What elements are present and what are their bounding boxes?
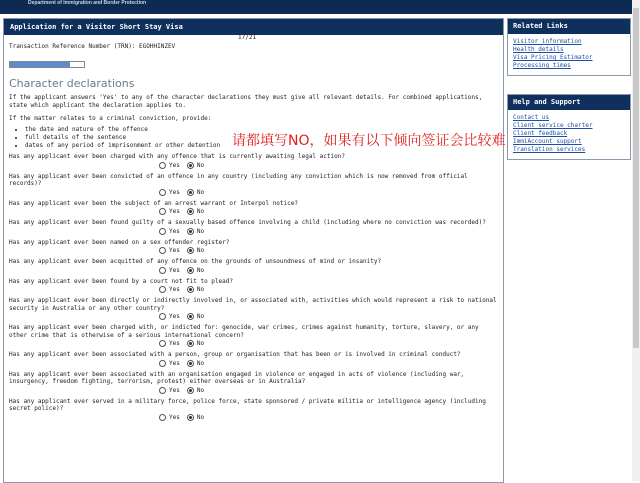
no-label: No	[196, 266, 205, 274]
question-block	[9, 324, 498, 348]
yes-label: Yes	[169, 208, 180, 215]
question-text: Has any applicant ever been found guilty of a sexually based offence involving a child (including where no conviction was recorded)?	[9, 219, 486, 226]
no-radio[interactable]	[187, 228, 194, 235]
question-block	[9, 297, 498, 321]
page-title: Application for a Visitor Short Stay Visa	[4, 19, 503, 35]
progress-fill	[10, 62, 70, 67]
question-block	[9, 398, 498, 422]
help-link[interactable]: Client service charter	[513, 122, 593, 129]
question-text: Has any applicant ever been charged with, or indicted for: genocide, war crimes, crimes against humanity, torture, slavery, or any other crime that is otherwise of a serious international concern?	[9, 324, 479, 339]
related-link[interactable]: Processing times	[513, 62, 571, 69]
no-radio[interactable]	[187, 208, 194, 215]
scrollbar-thumb[interactable]	[633, 8, 639, 348]
progress-bar	[9, 61, 85, 68]
yes-radio[interactable]	[159, 360, 166, 367]
help-link[interactable]: Contact us	[513, 114, 550, 121]
answer-options	[159, 227, 498, 236]
help-support-title: Help and Support	[508, 95, 630, 110]
question-text: Has any applicant ever been named on a sex offender register?	[9, 238, 230, 246]
question-text: Has any applicant ever been found by a court not fit to plead?	[9, 277, 233, 285]
no-radio[interactable]	[187, 360, 194, 367]
related-links-panel	[507, 18, 631, 76]
question-block	[9, 219, 498, 236]
answer-options	[159, 312, 498, 321]
page-indicator: 17/21	[238, 34, 257, 41]
no-radio[interactable]	[187, 340, 194, 347]
answer-options	[159, 413, 498, 422]
yes-radio[interactable]	[159, 313, 166, 320]
question-text: Has any applicant ever been acquitted of any offence on the grounds of unsoundness of mind or insanity?	[9, 258, 382, 265]
yes-label: Yes	[169, 266, 180, 274]
yes-radio[interactable]	[159, 189, 166, 196]
no-label: No	[196, 413, 205, 421]
yes-label: Yes	[169, 359, 180, 367]
no-radio[interactable]	[187, 162, 194, 169]
top-banner	[0, 0, 640, 14]
no-radio[interactable]	[187, 286, 194, 293]
no-radio[interactable]	[187, 189, 194, 196]
no-radio[interactable]	[187, 267, 194, 274]
no-radio[interactable]	[187, 387, 194, 394]
page-scrollbar[interactable]	[632, 0, 640, 481]
question-block	[9, 153, 498, 170]
question-block	[9, 371, 498, 395]
question-text: Has any applicant ever been the subject of an arrest warrant or Interpol notice?	[9, 199, 298, 207]
answer-options	[159, 246, 498, 255]
main-panel	[3, 18, 504, 483]
bullet-item: • the date and nature of the offence	[25, 126, 498, 134]
bullet-item: • full details of the sentence	[25, 134, 498, 142]
no-label: No	[196, 340, 205, 347]
question-block	[9, 173, 498, 197]
question-block	[9, 351, 498, 368]
yes-label: Yes	[169, 286, 180, 293]
no-label: No	[196, 359, 205, 367]
no-radio[interactable]	[187, 247, 194, 254]
no-radio[interactable]	[187, 414, 194, 421]
answer-options	[159, 161, 498, 170]
answer-options	[159, 207, 498, 216]
question-block	[9, 258, 498, 275]
intro-text: If the applicant answers 'Yes' to any of the character declarations they must give all relevant details. For combined applications, state which applicant the declaration applies to.	[9, 94, 483, 109]
yes-radio[interactable]	[159, 387, 166, 394]
yes-radio[interactable]	[159, 286, 166, 293]
question-block	[9, 278, 498, 295]
yes-radio[interactable]	[159, 267, 166, 274]
help-support-panel	[507, 94, 631, 160]
no-label: No	[196, 286, 205, 293]
question-block	[9, 239, 498, 256]
yes-label: Yes	[169, 386, 180, 394]
section-title: Character declarations	[9, 77, 135, 90]
yes-radio[interactable]	[159, 228, 166, 235]
yes-radio[interactable]	[159, 247, 166, 254]
related-link[interactable]: Visa Pricing Estimator	[513, 54, 593, 61]
question-text: Has any applicant ever been associated with an organisation engaged in violence or engaged in acts of violence (including war, insurgency, freedom fighting, terrorism, protest) either overseas or in Australia?	[9, 370, 465, 385]
no-label: No	[196, 161, 205, 169]
question-block	[9, 200, 498, 217]
answer-options	[159, 359, 498, 368]
no-label: No	[196, 208, 205, 215]
bullet-item: • dates of any period of imprisonment or other detention	[25, 142, 498, 150]
question-text: Has any applicant ever served in a military force, police force, state sponsored / private militia or intelligence agency (including secret police)?	[9, 397, 486, 412]
no-radio[interactable]	[187, 313, 194, 320]
question-text: Has any applicant ever been associated with a person, group or organisation that has been or is involved in criminal conduct?	[9, 351, 461, 358]
no-label: No	[196, 386, 205, 394]
answer-options	[159, 285, 498, 294]
no-label: No	[196, 188, 205, 196]
question-text: Has any applicant ever been directly or indirectly involved in, or associated with, activities which would represent a risk to national security in Australia or any other country?	[9, 297, 497, 312]
question-text: Has any applicant ever been convicted of an offence in any country (including any conviction which is now removed from official records)?	[9, 172, 468, 187]
yes-radio[interactable]	[159, 340, 166, 347]
question-text: Has any applicant ever been charged with any offence that is currently awaiting legal action?	[9, 153, 345, 160]
department-name: Department of Immigration and Border Protection	[28, 0, 147, 6]
yes-label: Yes	[169, 247, 180, 254]
trn-label: Transaction Reference Number (TRN): EGOHHINZEV	[9, 43, 176, 50]
answer-options	[159, 386, 498, 395]
yes-label: Yes	[169, 188, 180, 196]
help-link[interactable]: Translation services	[513, 146, 586, 153]
help-link[interactable]: ImmiAccount support	[513, 138, 582, 145]
yes-radio[interactable]	[159, 208, 166, 215]
yes-label: Yes	[169, 227, 180, 235]
no-label: No	[196, 247, 205, 254]
no-label: No	[196, 313, 205, 320]
overlay-note: 请都填写NO，如果有以下倾向签证会比较难	[232, 133, 506, 149]
yes-label: Yes	[169, 161, 180, 169]
yes-label: Yes	[169, 313, 180, 320]
yes-radio[interactable]	[159, 414, 166, 421]
answer-options	[159, 266, 498, 275]
related-link[interactable]: Visitor information	[513, 38, 582, 45]
yes-radio[interactable]	[159, 162, 166, 169]
related-links-title: Related Links	[508, 19, 630, 34]
answer-options	[159, 339, 498, 348]
answer-options	[159, 188, 498, 197]
related-link[interactable]: Health details	[513, 46, 564, 53]
yes-label: Yes	[169, 413, 180, 421]
help-link[interactable]: Client feedback	[513, 130, 568, 137]
yes-label: Yes	[169, 340, 180, 347]
question-list	[9, 153, 498, 422]
criminal-intro: If the matter relates to a criminal conviction, provide:	[9, 115, 212, 122]
no-label: No	[196, 227, 205, 235]
